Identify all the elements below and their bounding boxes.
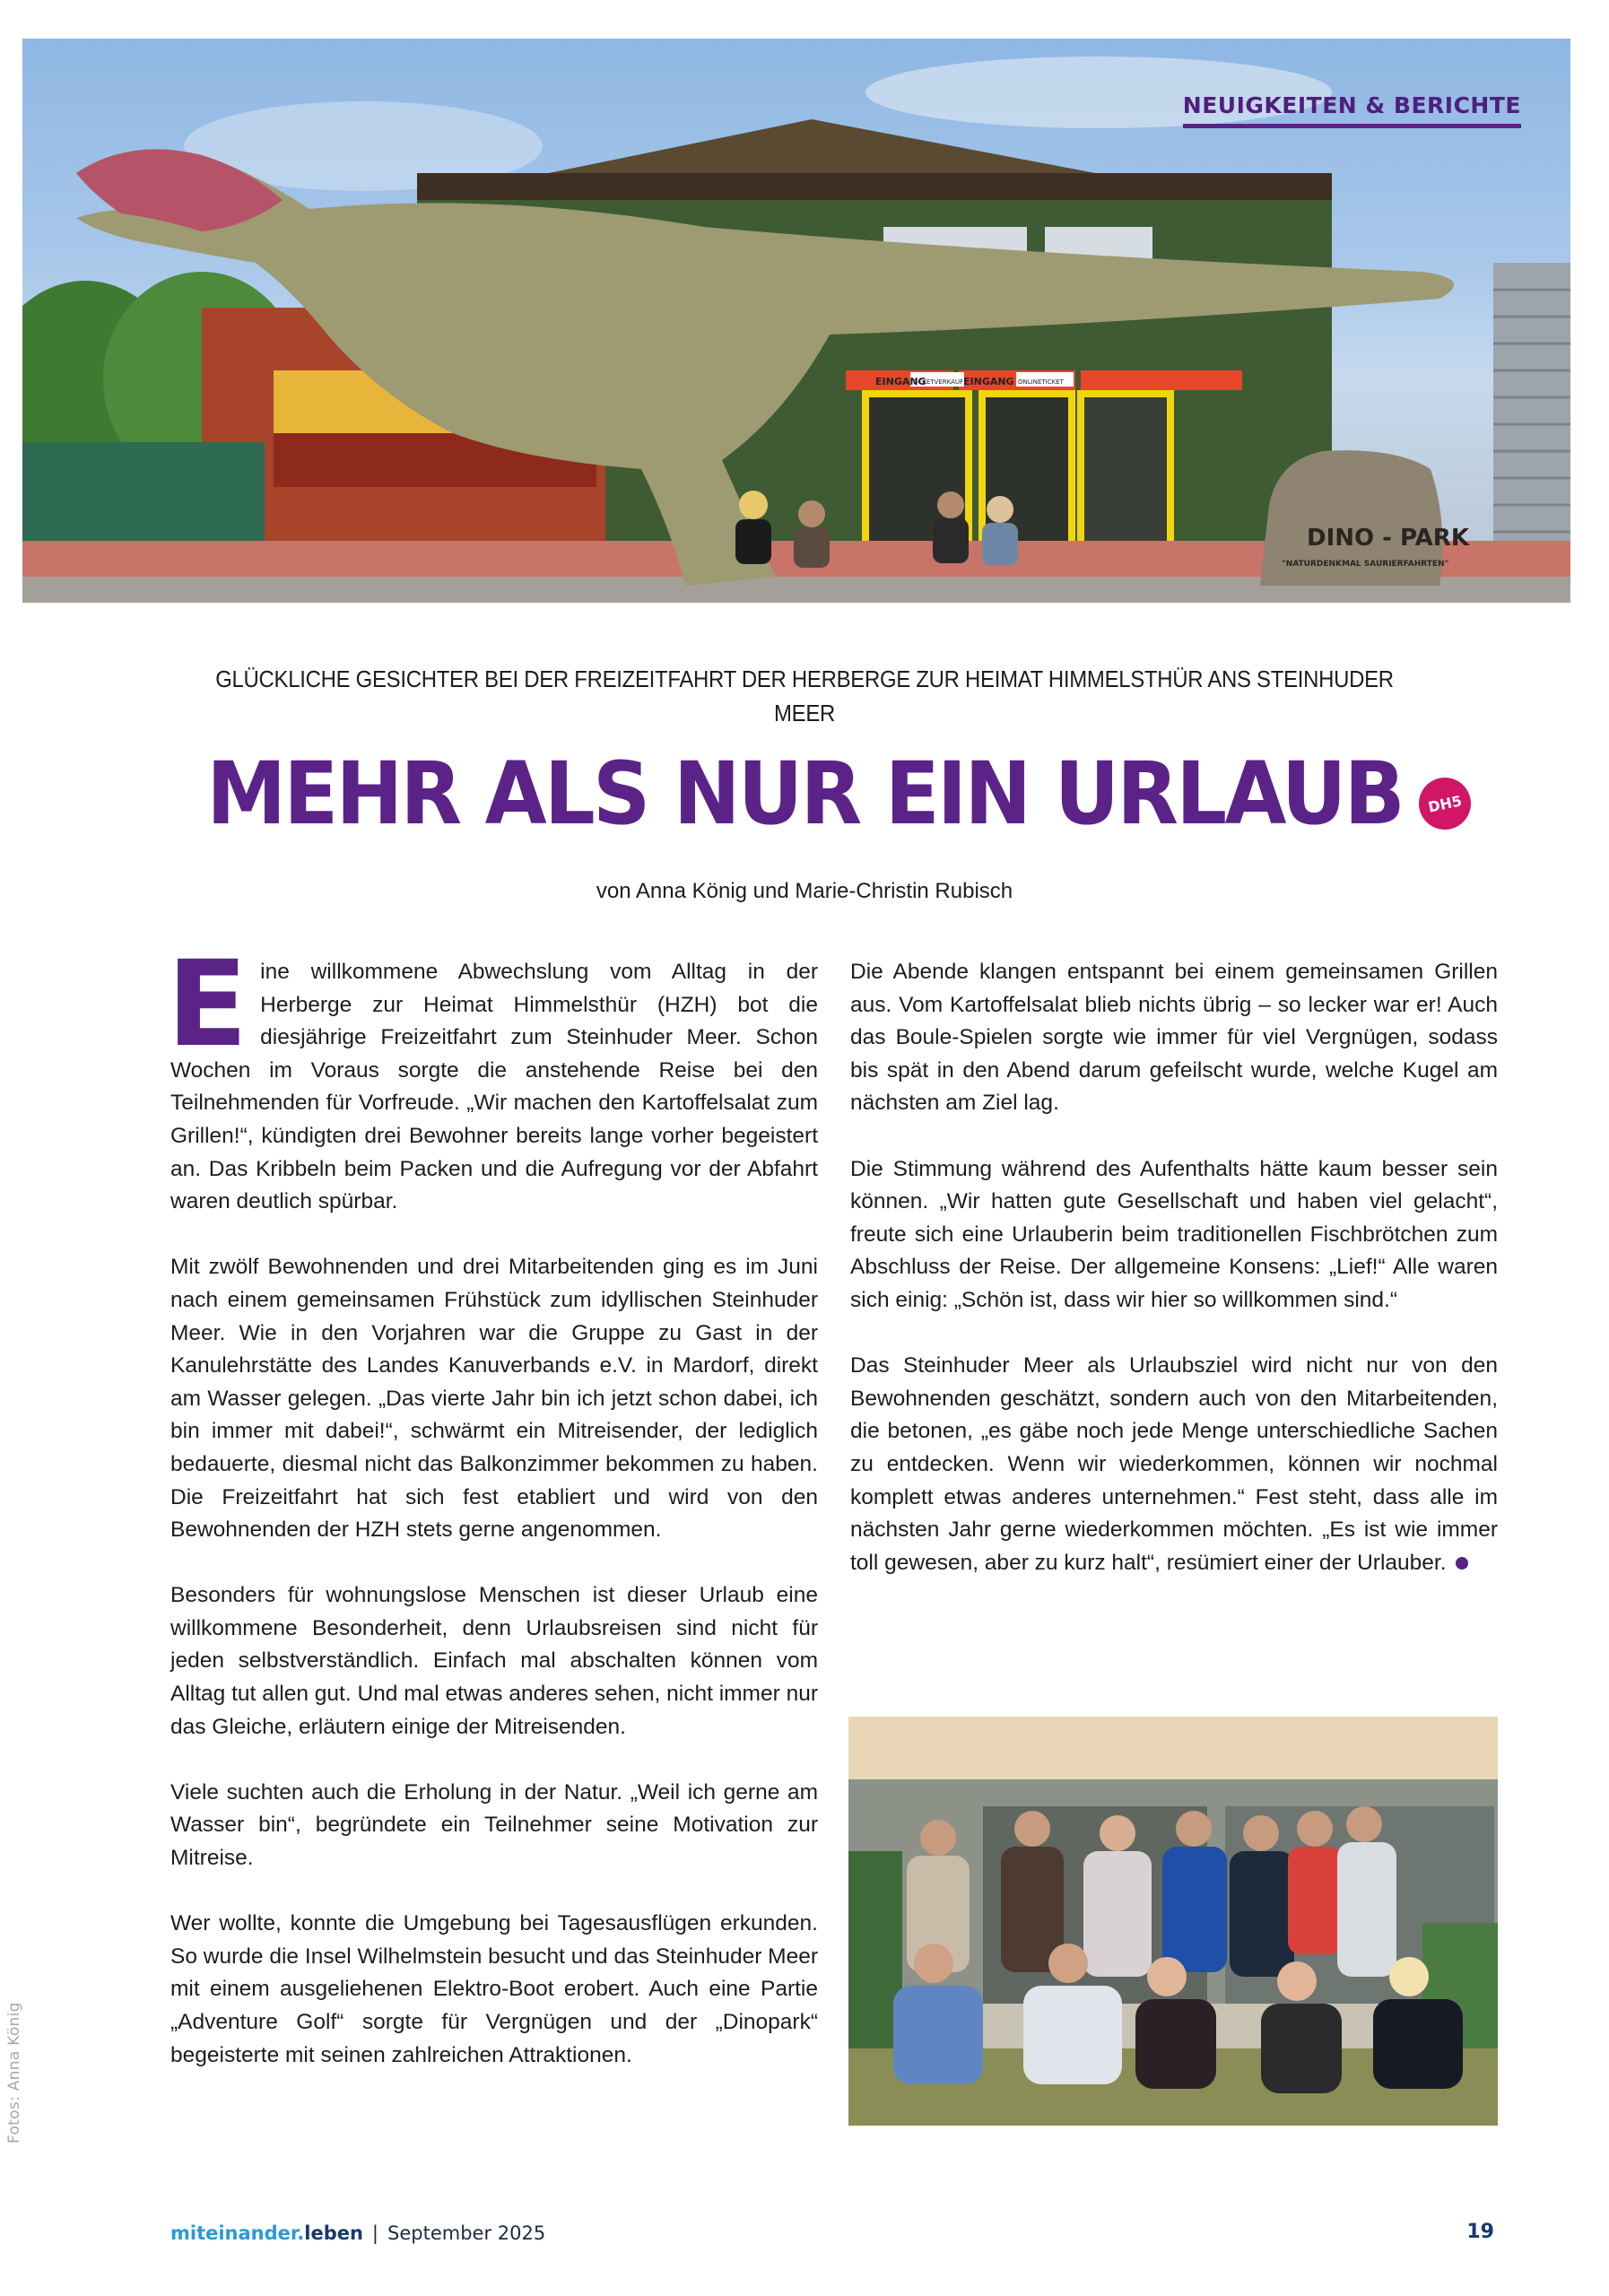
- article-column-right: [850, 956, 1498, 1613]
- article-kicker: GLÜCKLICHE GESICHTER BEI DER FREIZEITFAHRT DER HERBERGE ZUR HEIMAT HIMMELSTHÜR ANS STEINHUDER MEER: [215, 665, 1394, 726]
- paragraph: Die Stimmung während des Aufenthalts hätte kaum besser sein können. „Wir hatten gute Gesellschaft und haben viel gelacht“, freute sich eine Urlauberin beim traditionellen Fischbrötchen zum Abschluss der Reise. Der allgemeine Konsens: „Lief!“ Alle waren sich einig: „Schön ist, dass wir hier so willkommen sind.“: [850, 1156, 1498, 1312]
- title-row: [0, 744, 1609, 843]
- paragraph: Die Abende klangen entspannt bei einem gemeinsamen Grillen aus. Vom Kartoffelsalat blieb nichts übrig – so lecker war er! Auch das Boule-Spielen sorgte wie immer für viel Vergnügen, sodass bis spät in den Abend darum gefeilscht wurde, welche Kugel am nächsten am Ziel lag.: [850, 960, 1498, 1116]
- paragraph: Wer wollte, konnte die Umgebung bei Tagesausflügen erkunden. So wurde die Insel Wilhelmstein besucht und das Steinhuder Meer mit einem ausgeliehenen Elektro-Boot erobert. Auch eine Partie „Adventure Golf“ sorgte für Vergnügen und der „Dinopark“ begeisterte mit seinen zahlreichen Attraktionen.: [170, 1911, 818, 2067]
- footer: [170, 2222, 545, 2244]
- entrance1-label: EINGANG: [875, 376, 926, 387]
- section-label: NEUIGKEITEN & BERICHTE: [1183, 92, 1521, 128]
- drop-cap: E: [167, 935, 248, 1074]
- paragraph: Viele suchten auch die Erholung in der Natur. „Weil ich gerne am Wasser bin“, begründete ein Teilnehmer seine Motivation zur Mitreise.: [170, 1779, 818, 1871]
- entrance1-sub: TICKETVERKAUF: [912, 378, 963, 386]
- end-of-article-dot-icon: [1456, 1557, 1468, 1570]
- brand-name-part2: leben: [304, 2222, 363, 2244]
- dinopark-sign-title: DINO - PARK: [1307, 525, 1469, 552]
- paragraph: [167, 935, 818, 1219]
- group-photo-illustration: [848, 1717, 1498, 2126]
- article-column-left: [167, 935, 818, 2105]
- paragraph: Besonders für wohnungslose Menschen ist dieser Urlaub eine willkommene Besonderheit, denn Urlaubsreisen sind nicht für jeden selbstverständlich. Einfach mal abschalten können vom Alltag tut allen gut. Und mal etwas anderes sehen, nicht immer nur das Gleiche, erläutern einige der Mitreisenden.: [170, 1583, 818, 1739]
- footer-separator: |: [371, 2222, 378, 2244]
- dh5-badge: DH5: [1414, 773, 1476, 835]
- brand-name-part1: miteinander.: [170, 2222, 305, 2244]
- page-number: 19: [1466, 2221, 1494, 2243]
- photo-credit: Fotos: Anna König: [5, 2002, 23, 2144]
- group-photo: [848, 1717, 1498, 2126]
- article-title: MEHR ALS NUR EIN URLAUB: [206, 744, 1403, 844]
- entrance2-sub: ONLINETICKET: [1018, 378, 1064, 386]
- dinopark-sign-subtitle: "NATURDENKMAL SAURIERFAHRTEN": [1282, 560, 1449, 569]
- hero-photo-dinopark: [22, 39, 1570, 603]
- paragraph: [850, 1350, 1498, 1579]
- paragraph-text: Das Steinhuder Meer als Urlaubsziel wird nicht nur von den Bewohnenden geschätzt, sondern auch von den Mitarbeitenden, die betonen, „es gäbe noch jede Menge unterschiedliche Sachen zu entdecken. Wenn wir wiederkommen, können wir nochmal komplett etwas anderes unternehmen.“ Fest steht, dass alle im nächsten Jahr gerne wiederkommen möchten. „Es ist wie immer toll gewesen, aber zu kurz halt“, resümiert einer der Urlauber.: [850, 1353, 1498, 1575]
- paragraph-text: ine willkommene Abwechslung vom Alltag in der Herberge zur Heimat Himmelsthür (HZH) bot die diesjährige Freizeitfahrt zum Steinhuder Meer. Schon Wochen im Voraus sorgte die anstehende Reise bei den Teilnehmenden für Vorfreude. „Wir machen den Kartoffelsalat zum Grillen!“, kündigten drei Bewohner bereits lange vorher begeistert an. Das Kribbeln beim Packen und die Aufregung vor der Abfahrt waren deutlich spürbar.: [170, 960, 818, 1214]
- paragraph: Mit zwölf Bewohnenden und drei Mitarbeitenden ging es im Juni nach einem gemeinsamen Frühstück zum idyllischen Steinhuder Meer. Wie in den Vorjahren war die Gruppe zu Gast in der Kanulehrstätte des Landes Kanuverbands e.V. in Mardorf, direkt am Wasser gelegen. „Das vierte Jahr bin ich jetzt schon dabei, ich bin immer mit dabei!“, schwärmt ein Mitreisender, der lediglich bedauerte, diesmal nicht das Balkonzimmer bekommen zu haben. Die Freizeitfahrt hat sich fest etabliert und wird von den Bewohnenden der HZH stets gerne angenommen.: [170, 1255, 818, 1543]
- issue-date: September 2025: [387, 2222, 546, 2244]
- article-byline: von Anna König und Marie-Christin Rubisch: [596, 879, 1013, 903]
- entrance2-label: EINGANG: [963, 376, 1014, 387]
